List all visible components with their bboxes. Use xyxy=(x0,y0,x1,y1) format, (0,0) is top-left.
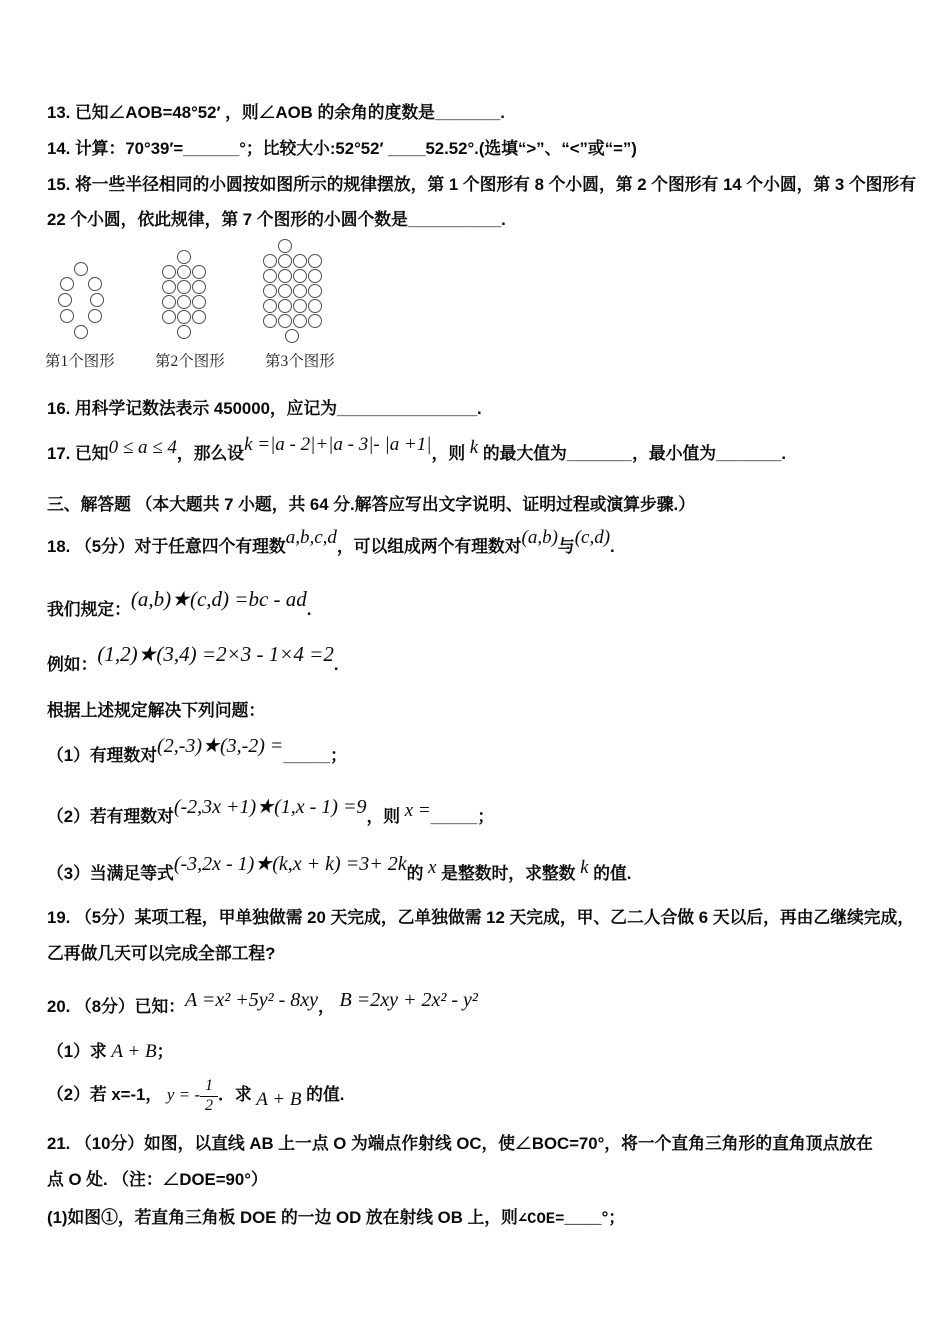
circle xyxy=(177,295,191,309)
circle xyxy=(177,310,191,324)
circle xyxy=(162,265,176,279)
circle xyxy=(278,239,292,253)
question-15-line2 xyxy=(47,207,506,232)
circle xyxy=(58,293,72,307)
q18-rule-b: . xyxy=(306,600,312,619)
q18-p3-b: 的 xyxy=(406,864,424,883)
q20-p2-math-y: y = - xyxy=(166,1084,201,1104)
question-21-line1 xyxy=(47,1131,873,1156)
circle xyxy=(278,269,292,283)
q20-p2-b: ．求 xyxy=(218,1084,252,1104)
circle xyxy=(74,325,88,339)
figure-2-label: 第2个图形 xyxy=(155,353,225,370)
q16-text: 16. 用科学记数法表示 450000，应记为_______________. xyxy=(47,399,482,418)
circle xyxy=(308,314,322,328)
question-18-part2 xyxy=(47,796,495,832)
circle xyxy=(278,314,292,328)
circle xyxy=(293,284,307,298)
q21-text-1: 21. （10分）如图，以直线 AB 上一点 O 为端点作射线 OC，使∠BOC=70°，将一个直角三角形的直角顶点放在 xyxy=(47,1134,873,1153)
question-15-line1 xyxy=(47,172,916,197)
fraction-numerator: 1 xyxy=(200,1078,218,1097)
q18-math-abcd: a,b,c,d xyxy=(285,527,337,548)
q18-p3-math-x: x xyxy=(428,857,437,878)
figure-3-label: 第3个图形 xyxy=(265,353,335,370)
q18-example-a: 例如： xyxy=(47,655,98,674)
circle xyxy=(60,277,74,291)
circle xyxy=(278,284,292,298)
circle xyxy=(88,309,102,323)
question-21-part1 xyxy=(47,1205,625,1231)
q18-math-pair-cd: (c,d) xyxy=(574,527,611,548)
circle xyxy=(263,284,277,298)
circle xyxy=(263,269,277,283)
circle xyxy=(308,254,322,268)
q17-math-formula: k =|a - 2|+|a - 3|- |a +1| xyxy=(244,434,432,455)
circle xyxy=(293,314,307,328)
question-14 xyxy=(47,136,637,161)
circle xyxy=(177,325,191,339)
q20-intro-b: ， xyxy=(318,997,335,1016)
q18-p1-formula: (2,-3)★(3,-2) = xyxy=(157,735,284,757)
question-18-rule xyxy=(47,587,312,625)
question-20-part1 xyxy=(47,1038,173,1067)
q18-example-formula: (1,2)★(3,4) =2×3 - 1×4 =2 xyxy=(97,642,334,666)
q18-p2-a: （2）若有理数对 xyxy=(47,807,174,826)
fraction-denominator: 2 xyxy=(205,1096,214,1114)
circle xyxy=(162,280,176,294)
q17-math-range: 0 ≤ a ≤ 4 xyxy=(108,437,177,458)
circle xyxy=(285,329,299,343)
question-13 xyxy=(47,100,505,125)
q18-p3-formula: (-3,2x - 1)★(k,x + k) =3+ 2k xyxy=(173,853,407,875)
q18-p3-d: 的值. xyxy=(593,864,632,883)
circle xyxy=(263,299,277,313)
question-18-intro xyxy=(47,527,615,562)
question-20-intro xyxy=(47,991,478,1021)
q13-text: 13. 已知∠AOB=48°52′ ，则∠AOB 的余角的度数是_______. xyxy=(47,103,505,122)
q18-p2-math-x: x = xyxy=(404,800,431,821)
q21-text-2: 点 O 处. （注：∠DOE=90°） xyxy=(47,1170,268,1189)
question-21-line2 xyxy=(47,1167,268,1192)
q20-math-B: B =2xy + 2x² - y² xyxy=(339,989,478,1011)
q17-text-d: 的最大值为_______，最小值为_______. xyxy=(482,444,787,463)
q21-p1-a: (1)如图①，若直角三角板 DOE 的一边 OD 放在射线 OB 上，则 xyxy=(47,1208,518,1227)
q18-p3-a: （3）当满足等式 xyxy=(47,864,174,883)
q18-p1-b: _____； xyxy=(283,746,347,765)
q14-text: 14. 计算：70°39′=______°；比较大小:52°52′ ____52.52°.(选填“>”、“<”或“=”) xyxy=(47,139,637,158)
circle xyxy=(192,295,206,309)
q20-p2-c: 的值. xyxy=(306,1084,345,1104)
circle xyxy=(293,299,307,313)
circle xyxy=(177,250,191,264)
circle xyxy=(60,309,74,323)
q18-p2-c: _____； xyxy=(430,807,495,826)
q17-text-b: ，那么设 xyxy=(176,444,245,463)
q18-rule-a: 我们规定： xyxy=(47,600,131,619)
q18-math-pair-ab: (a,b) xyxy=(521,527,558,548)
q17-math-k: k xyxy=(469,437,479,458)
circle xyxy=(263,254,277,268)
q15-text-2: 22 个小圆，依此规律，第 7 个图形的小圆个数是__________. xyxy=(47,210,506,229)
question-19-line1 xyxy=(47,905,914,930)
circle-figure-2 xyxy=(162,250,207,339)
question-20-part2 xyxy=(47,1078,344,1115)
q15-text-1: 15. 将一些半径相同的小圆按如图所示的规律摆放，第 1 个图形有 8 个小圆，第 2 个图形有 14 个小圆，第 3 个图形有 xyxy=(47,175,916,194)
circle xyxy=(263,314,277,328)
circle xyxy=(162,310,176,324)
q21-p1-b: °； xyxy=(601,1208,626,1227)
question-19-line2 xyxy=(47,941,275,966)
circle xyxy=(88,277,102,291)
circle xyxy=(293,254,307,268)
circle xyxy=(278,254,292,268)
q17-text-c: ，则 xyxy=(431,444,466,463)
figure-1-label: 第1个图形 xyxy=(45,353,115,370)
q18-p2-b: ，则 xyxy=(366,807,401,826)
circle xyxy=(74,262,88,276)
q20-fraction xyxy=(200,1078,218,1115)
q20-p1-b: ； xyxy=(156,1042,174,1061)
circle-figure-3 xyxy=(263,239,323,343)
section-3-header xyxy=(47,492,695,517)
q20-p1-math: A + B xyxy=(111,1041,157,1062)
q21-p1-angle-blank: ∠COE=____ xyxy=(517,1210,602,1228)
question-18-part3 xyxy=(47,853,632,889)
q19-text-1: 19. （5分）某项工程，甲单独做需 20 天完成，乙单独做需 12 天完成，甲、乙二人合做 6 天以后，再由乙继续完成， xyxy=(47,908,915,927)
circle xyxy=(177,280,191,294)
q20-math-A: A =x² +5y² - 8xy xyxy=(185,989,319,1011)
q19-text-2: 乙再做几天可以完成全部工程? xyxy=(47,944,276,963)
question-18-part1 xyxy=(47,735,347,770)
q20-p1-a: （1）求 xyxy=(47,1042,107,1061)
q18-p2-formula: (-2,3x +1)★(1,x - 1) =9 xyxy=(173,796,367,818)
q20-p2-a: （2）若 x=-1， xyxy=(47,1084,163,1104)
circle xyxy=(192,265,206,279)
circle xyxy=(90,293,104,307)
q18-p1-a: （1）有理数对 xyxy=(47,746,158,765)
circle xyxy=(192,280,206,294)
q18-intro-a: 18. （5分）对于任意四个有理数 xyxy=(47,537,286,556)
circle xyxy=(162,295,176,309)
circle xyxy=(308,284,322,298)
question-17 xyxy=(47,434,787,469)
circle xyxy=(278,299,292,313)
sec3-text: 三、解答题 （本大题共 7 小题，共 64 分.解答应写出文字说明、证明过程或演算步骤.） xyxy=(47,495,695,514)
q18-intro-b: ，可以组成两个有理数对 xyxy=(336,537,522,556)
question-18-example xyxy=(47,642,339,680)
q17-text-a: 17. 已知 xyxy=(47,444,109,463)
q20-p2-math-ab: A + B xyxy=(256,1088,302,1110)
q18-p3-c: 是整数时，求整数 xyxy=(441,864,576,883)
q20-intro-a: 20. （8分）已知： xyxy=(47,997,186,1016)
q18-rule-formula: (a,b)★(c,d) =bc - ad xyxy=(130,587,307,611)
circle xyxy=(308,269,322,283)
q18-intro-d: . xyxy=(610,537,615,556)
question-16 xyxy=(47,396,482,421)
q18-example-b: . xyxy=(333,655,339,674)
question-18-prompt xyxy=(47,698,265,723)
q18-prompt-text: 根据上述规定解决下列问题： xyxy=(47,701,266,720)
circle xyxy=(308,299,322,313)
q18-p3-math-k: k xyxy=(580,857,589,878)
circle xyxy=(192,310,206,324)
circle-figure-1 xyxy=(58,262,104,339)
circle xyxy=(293,269,307,283)
q18-intro-c: 与 xyxy=(557,537,575,556)
circle xyxy=(177,265,191,279)
